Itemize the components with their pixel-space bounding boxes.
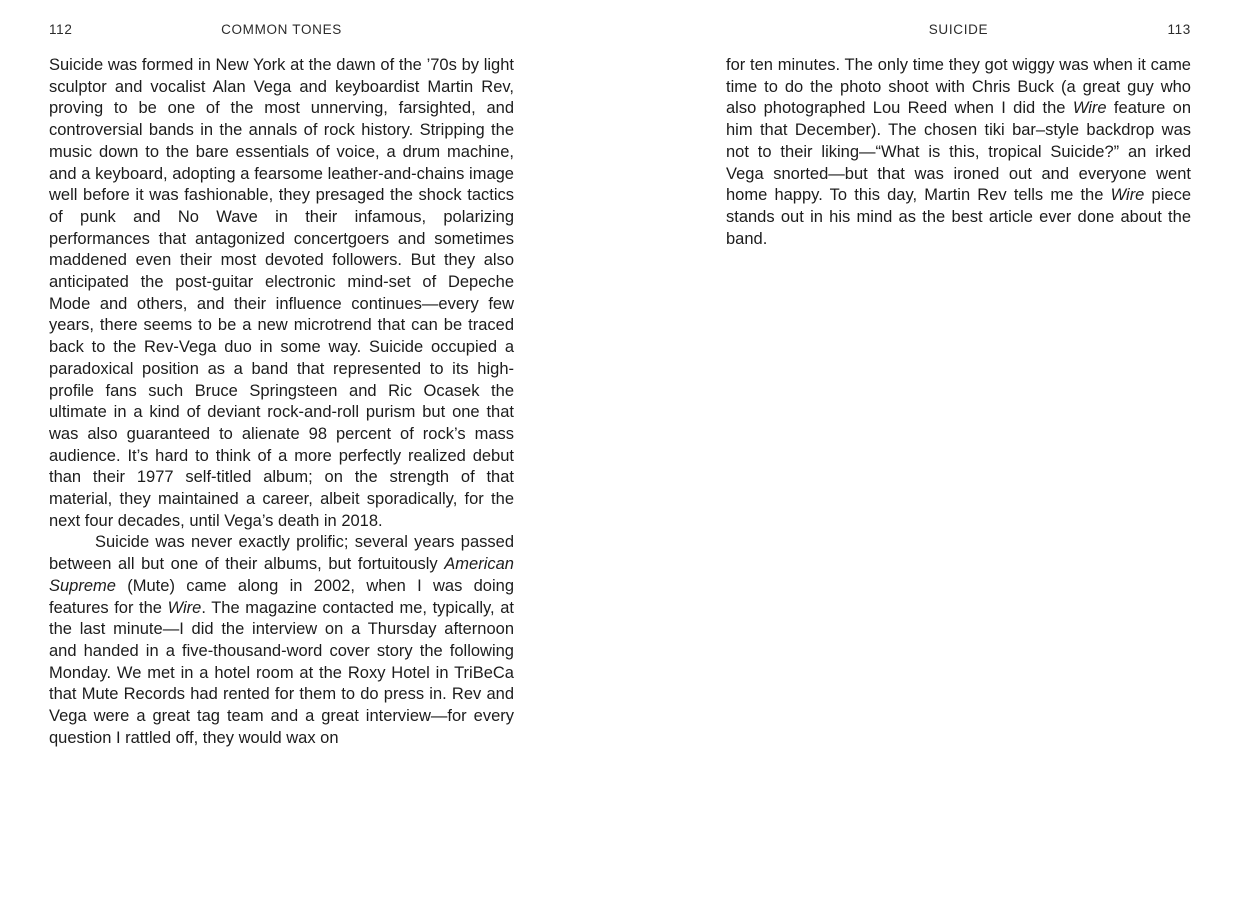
right-running-head <box>726 22 1191 37</box>
left-running-head <box>49 22 514 37</box>
right-page-number: 113 <box>1167 22 1191 37</box>
right-page <box>726 22 1191 250</box>
left-running-header-title: COMMON TONES <box>221 22 342 37</box>
paragraph: Suicide was never exactly prolific; several years passed between all but one of their albums, but fortuitously American Supreme (Mute) came along in 2002, when I was doing features for the Wire. The magazine contacted me, typically, at the last minute—I did the interview on a Thursday afternoon and handed in a five-thousand-word cover story the following Monday. We met in a hotel room at the Roxy Hotel in TriBeCa that Mute Records had rented for them to do press in. Rev and Vega were a great tag team and a great interview—for every question I rattled off, they would wax on <box>49 533 514 747</box>
paragraph: for ten minutes. The only time they got wiggy was when it came time to do the photo shoot with Chris Buck (a great guy who also photographed Lou Reed when I did the Wire feature on him that December). The chosen tiki bar–style backdrop was not to their liking—“What is this, tropical Suicide?” an irked Vega snorted—but that was ironed out and everyone went home happy. To this day, Martin Rev tells me the Wire piece stands out in his mind as the best article ever done about the band. <box>726 56 1192 248</box>
left-body-text <box>49 55 514 750</box>
right-body-text <box>726 55 1191 250</box>
left-page-number: 112 <box>49 22 73 37</box>
right-running-header-title: SUICIDE <box>928 22 989 37</box>
left-page <box>49 22 514 750</box>
paragraph: Suicide was formed in New York at the dawn of the ’70s by light sculptor and vocalist Alan Vega and keyboardist Martin Rev, proving to be one of the most unnerving, farsighted, and controversial bands in the annals of rock history. Stripping the music down to the bare essentials of voice, a drum machine, and a keyboard, adopting a fearsome leather-and-chains image well before it was fashionable, they presaged the shock tactics of punk and No Wave in their infamous, polarizing performances that antagonized concertgoers and sometimes maddened even their most devoted followers. But they also anticipated the post-guitar electronic mind-set of Depeche Mode and others, and their influence continues—every few years, there seems to be a new microtrend that can be traced back to the Rev-Vega duo in some way. Suicide occupied a paradoxical position as a band that represented to its high-profile fans such Bruce Springsteen and Ric Ocasek the ultimate in a kind of deviant rock-and-roll purism but one that was also guaranteed to alienate 98 percent of rock’s mass audience. It’s hard to think of a more perfectly realized debut than their 1977 self-titled album; on the strength of that material, they maintained a career, albeit sporadically, for the next four decades, until Vega’s death in 2018. <box>49 56 514 530</box>
